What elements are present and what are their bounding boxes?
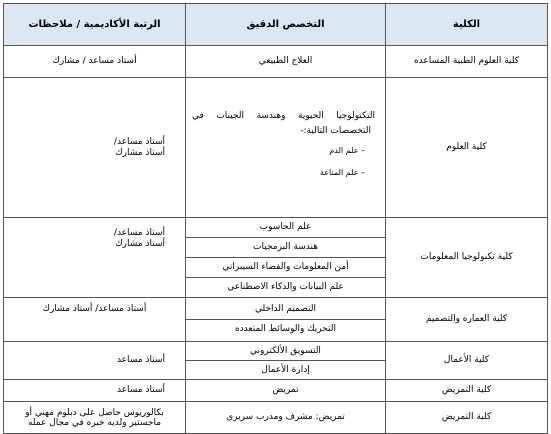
rank-line: بكالوريوس حاصل على دبلوم مهني أو — [25, 407, 164, 418]
table-row — [4, 298, 548, 342]
spec-sub: التخصصات التالية:- — [300, 126, 371, 136]
table-row — [4, 218, 548, 298]
spec-lead: التكنولوجيا الحيوية وهندسة الجينات في — [192, 111, 375, 121]
header-row — [4, 4, 548, 46]
spec-line: التسويق الألكتروني — [186, 342, 385, 361]
requirements-table — [3, 3, 548, 434]
college-cell: كلية العلوم — [386, 78, 548, 218]
table-row — [4, 46, 548, 78]
spec-item: – علم الدم — [329, 146, 365, 155]
rank-cell: أستاذ مساعد / مشارك — [4, 46, 186, 78]
table-row — [4, 78, 548, 218]
college-cell: كلية العماره والتصميم — [386, 298, 548, 342]
spec-line: علم البيانات والذكاء الاصطناعي — [227, 282, 344, 292]
spec-line: هندسة البرمجيات — [186, 238, 385, 258]
rank-line: أستاذ مساعد/ — [113, 136, 165, 147]
rank-line: أستاذ مشارك — [115, 239, 165, 249]
rank-cell — [4, 402, 186, 434]
college-cell: كلية العلوم الطبية المساعده — [386, 46, 548, 78]
spec-line: التحريك والوسائط المتعدده — [234, 324, 337, 334]
rank-cell — [4, 218, 186, 298]
specialization-cell — [186, 78, 386, 218]
specialization-cell — [186, 298, 386, 342]
spec-line: التصميم الداخلي — [186, 300, 385, 320]
rank-line: أستاذ مساعد/ — [113, 228, 165, 238]
rank-cell: أستاذ مساعد — [4, 342, 186, 380]
header-college: الكلية — [386, 4, 548, 46]
spec-line: علم الحاسوب — [186, 218, 385, 238]
rank-cell: أستاذ مساعد — [4, 380, 186, 402]
specialization-cell — [186, 218, 386, 298]
spec-line: إدارة الأعمال — [261, 365, 310, 375]
college-cell: كلية التمريض — [386, 402, 548, 434]
specialization-cell: تمريض: مشرف ومدرب سريري — [186, 402, 386, 434]
rank-cell: أستاذ مساعد/ أستاذ مشارك — [4, 298, 186, 342]
rank-line: ماجستير ولديه خبره في مجال عمله — [27, 417, 162, 428]
table-row — [4, 380, 548, 402]
spec-line: أمن المعلومات والفضاء السيبراني — [186, 258, 385, 278]
specialization-cell: العلاج الطبيعي — [186, 46, 386, 78]
spec-item: – علم المناعة — [319, 168, 365, 177]
table-row — [4, 402, 548, 434]
rank-line: أستاذ مشارك — [115, 147, 165, 158]
header-rank: الرتبة الأكاديمية / ملاحظات — [4, 4, 186, 46]
header-specialization: التخصص الدقيق — [186, 4, 386, 46]
rank-cell — [4, 78, 186, 218]
specialization-cell: تمريض — [186, 380, 386, 402]
college-cell: كلية تكنولوجيا المعلومات — [386, 218, 548, 298]
college-cell: كلية التمريض — [386, 380, 548, 402]
table-row — [4, 342, 548, 380]
college-cell: كلية الأعمال — [386, 342, 548, 380]
specialization-cell — [186, 342, 386, 380]
